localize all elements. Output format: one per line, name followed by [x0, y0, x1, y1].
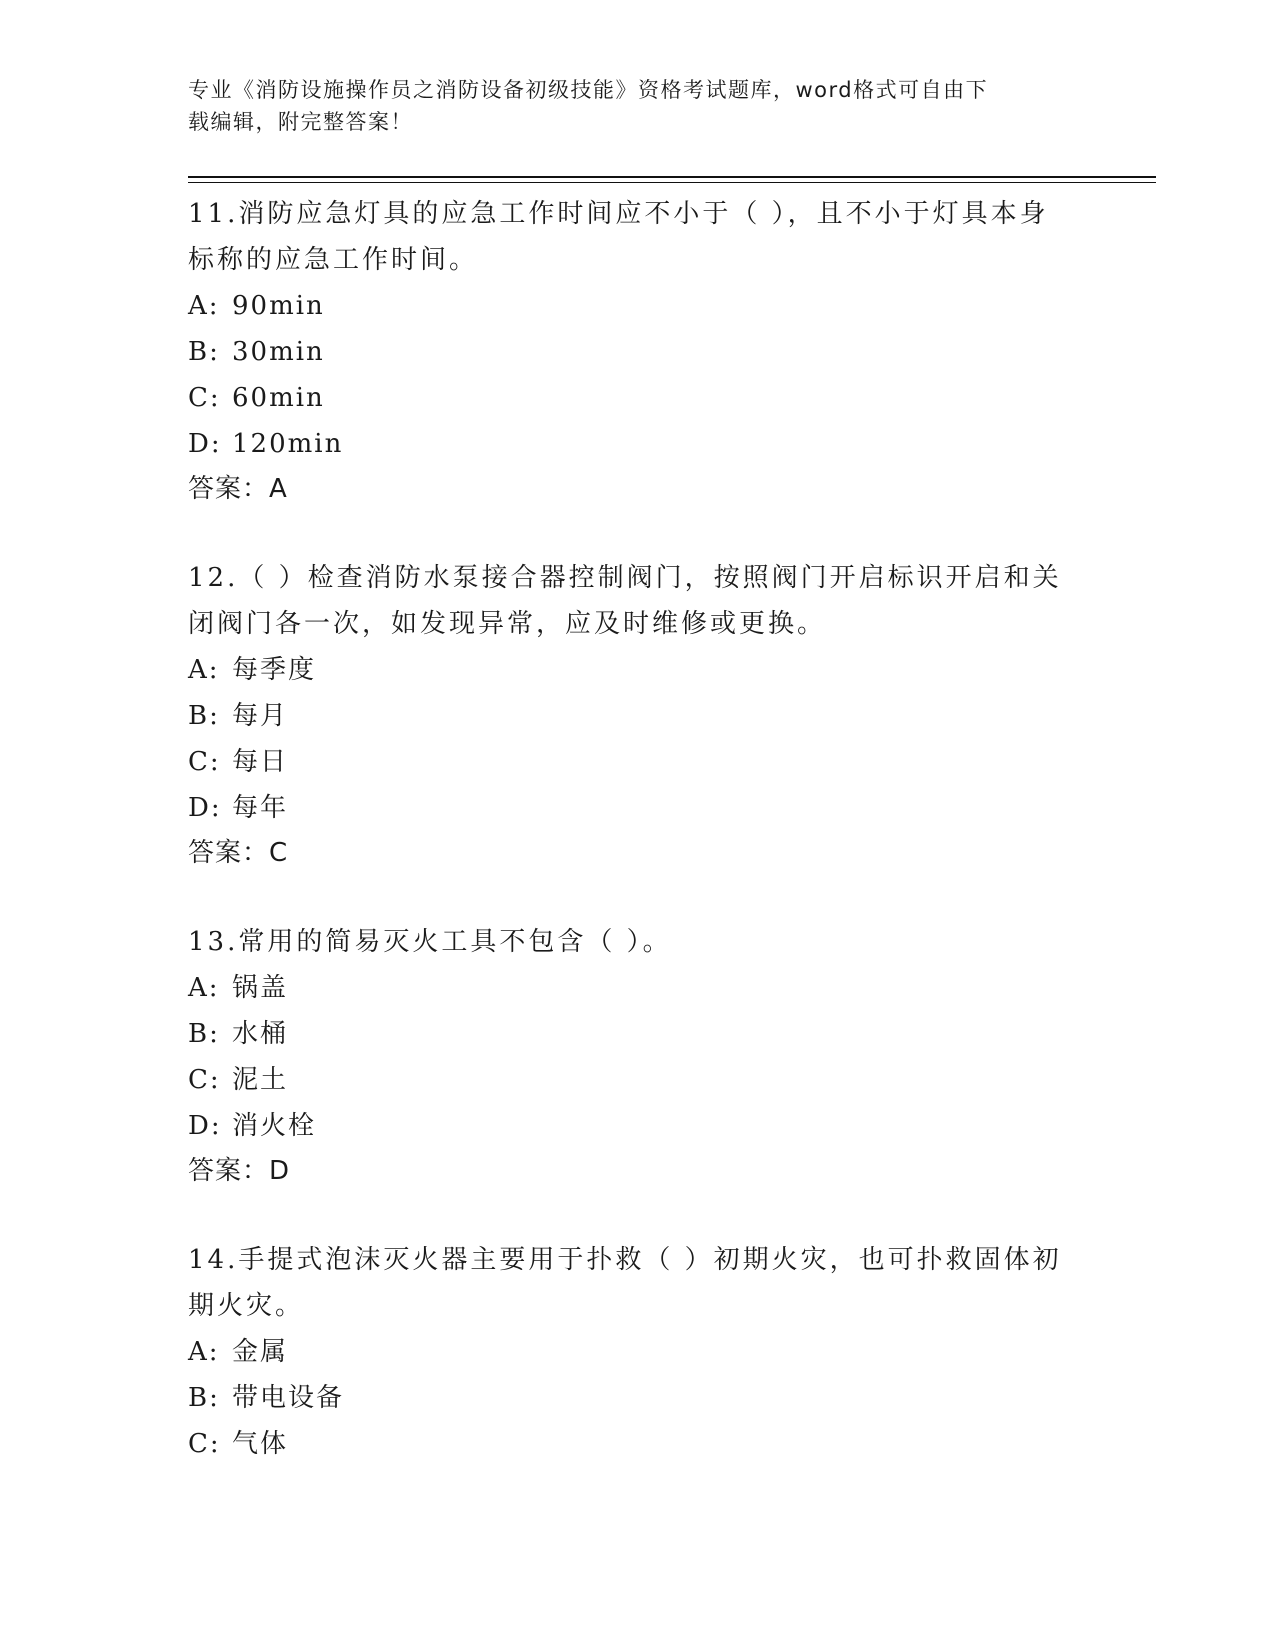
answer-line: 答案：A	[188, 474, 288, 504]
option-b	[188, 329, 1088, 375]
option-b	[188, 1011, 1088, 1057]
option-c	[188, 375, 1088, 421]
option-c	[188, 1421, 1088, 1467]
option-text: 锅盖	[232, 973, 289, 1003]
option-letter: C:	[188, 1065, 221, 1095]
option-text: 水桶	[232, 1019, 289, 1049]
option-b	[188, 693, 1088, 739]
option-letter: D:	[188, 793, 222, 823]
question-stem: 12.（ ）检查消防水泵接合器控制阀门，按照阀门开启标识开启和关 闭阀门各一次，如发现异常，应及时维修或更换。	[188, 563, 1062, 639]
option-b	[188, 1375, 1088, 1421]
option-letter: B:	[188, 1019, 220, 1049]
option-a	[188, 965, 1088, 1011]
option-text: 泥土	[232, 1065, 289, 1095]
header-divider-thick	[188, 176, 1156, 178]
option-a	[188, 283, 1088, 329]
option-letter: B:	[188, 1383, 220, 1413]
option-text: 每季度	[232, 655, 317, 685]
option-text: 气体	[232, 1429, 289, 1459]
option-d	[188, 785, 1088, 831]
question-stem: 11.消防应急灯具的应急工作时间应不小于（ ），且不小于灯具本身 标称的应急工作时间。	[188, 199, 1049, 275]
header-divider-thin	[188, 182, 1156, 183]
option-text: 90min	[232, 291, 325, 321]
option-text: 每年	[232, 793, 289, 823]
question-stem: 13.常用的简易灭火工具不包含（ ）。	[188, 927, 672, 957]
option-letter: D:	[188, 1111, 222, 1141]
option-letter: D:	[188, 429, 222, 459]
question-12	[188, 554, 1088, 875]
question-13	[188, 918, 1088, 1193]
question-11	[188, 190, 1088, 511]
option-letter: A:	[188, 655, 220, 685]
option-text: 带电设备	[232, 1383, 345, 1413]
answer-line: 答案：D	[188, 1156, 291, 1186]
option-letter: C:	[188, 383, 221, 413]
option-c	[188, 739, 1088, 785]
question-list	[188, 190, 1088, 1510]
header-line-1: 专业《消防设施操作员之消防设备初级技能》资格考试题库，word格式可自由下	[188, 78, 989, 102]
option-letter: A:	[188, 1337, 220, 1367]
option-letter: A:	[188, 973, 220, 1003]
option-letter: C:	[188, 747, 221, 777]
question-14	[188, 1236, 1088, 1467]
option-text: 60min	[232, 383, 325, 413]
option-text: 每月	[232, 701, 289, 731]
option-text: 金属	[232, 1337, 289, 1367]
option-letter: B:	[188, 337, 220, 367]
header-line-2: 载编辑，附完整答案！	[188, 110, 413, 134]
option-d	[188, 1103, 1088, 1149]
option-text: 每日	[232, 747, 289, 777]
document-header	[188, 74, 1068, 138]
option-text: 30min	[232, 337, 325, 367]
option-a	[188, 1329, 1088, 1375]
option-letter: B:	[188, 701, 220, 731]
option-letter: C:	[188, 1429, 221, 1459]
answer-line: 答案：C	[188, 838, 289, 868]
option-text: 消火栓	[232, 1111, 317, 1141]
option-c	[188, 1057, 1088, 1103]
option-d	[188, 421, 1088, 467]
option-text: 120min	[232, 429, 344, 459]
option-letter: A:	[188, 291, 220, 321]
question-stem: 14.手提式泡沫灭火器主要用于扑救（ ）初期火灾，也可扑救固体初 期火灾。	[188, 1245, 1062, 1321]
option-a	[188, 647, 1088, 693]
